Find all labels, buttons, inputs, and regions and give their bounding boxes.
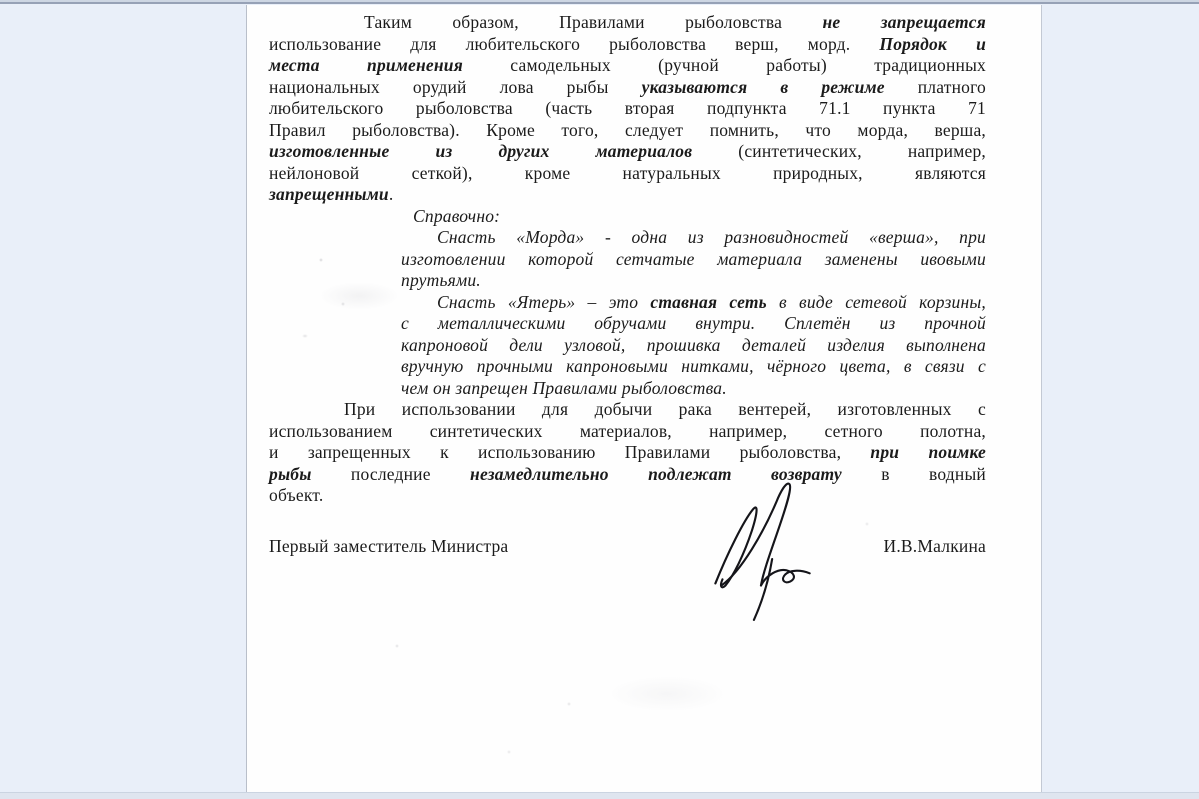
document-page xyxy=(246,4,1042,799)
top-border xyxy=(0,0,1199,5)
text-line xyxy=(269,421,986,443)
text-line xyxy=(401,227,986,249)
text-run: Порядок и xyxy=(879,33,986,54)
text-run: изготовлении которой сетчатые материала заменены ивовыми xyxy=(401,248,986,269)
text-line xyxy=(401,292,986,314)
text-line xyxy=(269,120,986,142)
text-run: в водный xyxy=(841,463,986,484)
text-line xyxy=(269,55,986,77)
text-run: . xyxy=(388,184,394,204)
text-run: объект. xyxy=(269,485,324,505)
text-run: с металлическими обручами внутри. Сплетён из прочной xyxy=(401,313,986,333)
text-run: нейлоновой сеткой), кроме натуральных природных, являются xyxy=(269,162,986,183)
signer-title: Первый заместитель Министра xyxy=(269,536,509,556)
text-run: Справочно: xyxy=(413,205,501,226)
text-run: места применения xyxy=(269,55,463,75)
text-run: изготовленные из других материалов xyxy=(269,141,693,161)
signature-row xyxy=(269,535,986,557)
text-run: при поимке xyxy=(870,442,986,462)
text-line xyxy=(401,335,986,357)
text-run: Снасть «Ятерь» – это xyxy=(437,291,651,312)
text-run: самодельных (ручной работы) традиционных xyxy=(462,55,986,75)
text-run: последние xyxy=(311,463,471,484)
text-run: рыбы xyxy=(269,463,312,484)
text-run: ставная сеть xyxy=(650,291,767,312)
text-run: вручную прочными капроновыми нитками, чёрного цвета, в связи с xyxy=(401,356,986,376)
text-run: запрещенными xyxy=(269,184,389,204)
text-run: незамедлительно подлежат возврату xyxy=(470,463,842,484)
text-run: в виде сетевой корзины, xyxy=(766,291,986,312)
text-run: и запрещенных к использованию Правилами рыболовства, xyxy=(269,442,871,462)
text-line xyxy=(269,485,986,507)
paragraph xyxy=(269,399,986,507)
paragraph xyxy=(401,292,986,400)
text-line xyxy=(269,399,986,421)
text-line xyxy=(401,313,986,335)
text-run: (синтетических, например, xyxy=(692,141,987,161)
document-text xyxy=(269,6,986,507)
text-line xyxy=(269,184,986,206)
text-run: использование для любительского рыболовства верш, морд. xyxy=(269,33,880,54)
text-line xyxy=(269,163,986,185)
text-run: не запрещается xyxy=(822,12,986,32)
text-run: прутьями. xyxy=(401,270,481,290)
text-line xyxy=(269,34,986,56)
text-run: любительского рыболовства (часть вторая подпункта 71.1 пункта 71 xyxy=(269,98,986,118)
text-line xyxy=(269,141,986,163)
text-line xyxy=(269,464,986,486)
text-line xyxy=(401,356,986,378)
text-line xyxy=(401,378,986,400)
text-line xyxy=(269,12,986,34)
text-line xyxy=(269,98,986,120)
handwritten-signature-icon xyxy=(705,478,817,624)
bottom-edge xyxy=(0,792,1199,799)
text-line xyxy=(269,442,986,464)
text-run: При использовании для добычи рака вентерей, изготовленных с xyxy=(344,399,986,419)
text-run: чем он запрещен Правилами рыболовства. xyxy=(401,377,727,398)
text-run: Снасть «Морда» - одна из разновидностей «верша», при xyxy=(437,227,986,247)
text-run: Правил рыболовства). Кроме того, следует помнить, что морда, верша, xyxy=(269,119,986,140)
text-run: Таким образом, Правилами рыболовства xyxy=(364,12,823,32)
text-run: использованием синтетических материалов, например, сетного полотна, xyxy=(269,420,986,441)
text-line xyxy=(269,77,986,99)
text-line xyxy=(401,249,986,271)
paragraph xyxy=(401,227,986,292)
paragraph xyxy=(401,206,986,228)
text-run: платного xyxy=(884,76,987,97)
signer-name: И.В.Малкина xyxy=(883,536,986,556)
text-run: национальных орудий лова рыбы xyxy=(269,76,642,97)
paragraph xyxy=(269,12,986,206)
text-run: капроновой дели узловой, прошивка деталей изделия выполнена xyxy=(401,334,986,355)
text-run: указываются в режиме xyxy=(641,76,885,97)
text-line xyxy=(401,270,986,292)
text-line xyxy=(401,206,986,228)
